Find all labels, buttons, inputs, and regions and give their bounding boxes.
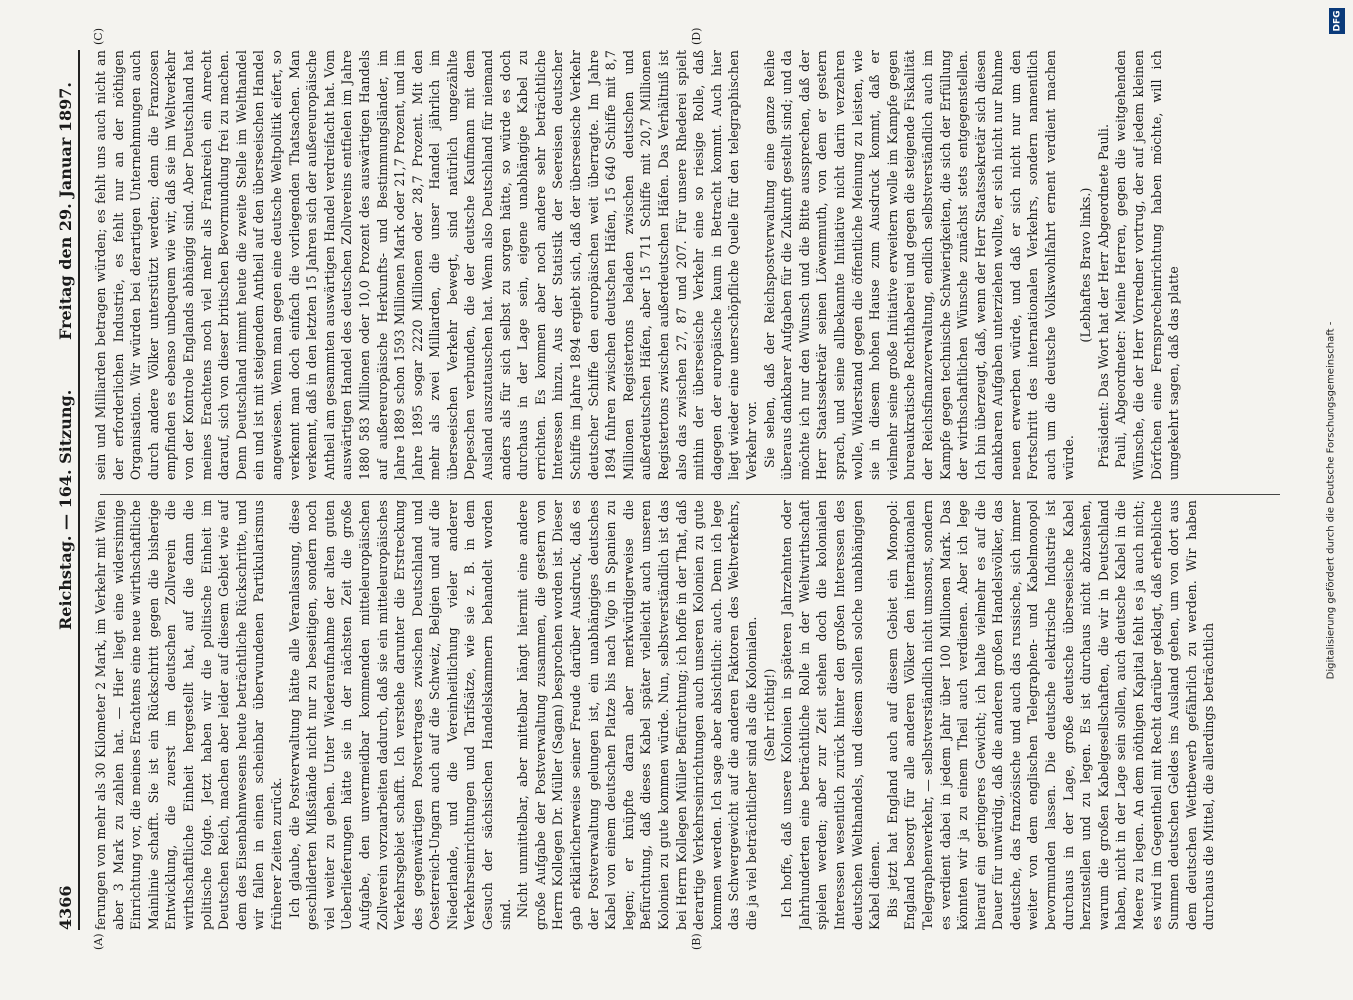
marker-c: (C) [92, 28, 105, 45]
header-rule [78, 50, 80, 930]
interjection: (Lebhaftes Bravo links.) [1078, 187, 1094, 343]
digitization-note [1313, 8, 1349, 992]
paragraph: Ich glaube, die Postverwaltung hätte alle Veranlassung, diese geschilderten Mißstände nicht nur zu beseitigen, sondern noch viel weiter zu gehen. Unter Wiederaufnahme der alten guten Ueberlieferungen hätte sie in der nächsten Zeit die große Aufgabe, den unvermeidbar kommenden mitteleuropäischen Zollverein vorzuarbeiten dadurch, daß sie ein mitteleuropäisches Verkehrsgebiet schafft. Ich verstehe darunter die Erstreckung des gegenwärtigen Postvertrages zwischen Deutschland und Oesterreich-Ungarn auch auf die Schweiz, Belgien und auf die Niederlande, und die Vereinheitlichung vieler anderer Verkehrseinrichtungen und Tarifsätze, wie sie z. B. in dem Gesuch der sächsischen Handelskammern behandelt worden sind. [286, 500, 513, 930]
right-column [92, 50, 1262, 480]
paragraph: Nicht unmittelbar, aber mittelbar hängt hiermit eine andere große Aufgabe der Postverwaltung zusammen, die gestern von Herrn Kollegen Dr. Müller (Sagan) besprochen worden ist. Dieser gab erklärlicherweise seiner Freude darüber Ausdruck, daß es der Postverwaltung gelungen ist, ein unabhängiges deutsches Kabel von einem deutschen Platze bis nach Vigo in Spanien zu legen; er knüpfte daran aber merkwürdigerweise die Befürchtung, daß dieses Kabel später vielleicht auch unseren Kolonien zu gute kommen würde. Nun, selbstverständlich ist das bei Herrn Kollegen Müller Befürchtung; ich hoffe in der That, daß derartige Verkehrseinrichtungen auch unseren Kolonien zu gute kommen werden. Ich sage aber absichtlich: auch. Denn ich lege das Schwergewicht auf die anderen Faktoren des Weltverkehrs, die ja viel beträchtlicher sind als die Kolonialen. [515, 500, 759, 930]
session-title: Reichstag. — 164. Sitzung. [56, 389, 75, 630]
digitization-note-text: Digitalisierung gefördert durch die Deutsche Forschungsgemeinschaft - [1325, 321, 1337, 679]
paragraph: Bis jetzt hat England auch auf diesem Gebiet ein Monopol: England besorgt für alle anderen Völker den internationalen Telegraphenverkehr, — selbstverständlich nicht umsonst, sondern es verdient dabei in jedem Jahr über 100 Millionen Mark. Das könnten wir ja zu einem Theil auch verdienen. Aber ich lege hierauf ein geringeres Gewicht; ich halte vielmehr es auf die Dauer für unwürdig, daß die anderen großen Handelsvölker, das deutsche, das französische und auch das russische, sich immer weiter von dem englischen Telegraphen- und Kabelmonopol bevormunden lassen. Die deutsche elektrische Industrie ist durchaus in der Lage, große deutsche überseeische Kabel herzustellen und zu legen. Es ist durchaus nicht abzusehen, warum die großen Kabelgesellschaften, die wir in Deutschland haben, nicht in der Lage sein sollen, auch deutsche Kabel in die Meere zu legen. An dem nöthigen Kapital fehlt es ja auch nicht; es wird im Gegentheil mit Recht darüber geklagt, daß erhebliche Summen deutschen Geldes ins Ausland gehen, um von dort aus dem deutschen Wettbewerb gefährlich zu werden. Wir haben durchaus die Mittel, die allerdings beträchtlich [884, 500, 1217, 930]
column-rule [100, 494, 1280, 495]
paragraph: Sie sehen, daß der Reichspostverwaltung eine ganze Reihe überaus dankbarer Aufgaben für die Zukunft gestellt sind; und da möchte ich nur den Wunsch und die Bitte aussprechen, daß der Herr Staatssekretär seinen Löwenmuth, von dem er gestern sprach, und seine allbekannte Initiative nicht darin verzehren wolle, Widerstand gegen die öffentliche Meinung zu leisten, wie sie in diesem hohen Hause zum Ausdruck kommt, daß er vielmehr seine große Initiative erweitern wolle im Kampfe gegen bureaukratische Rechthaberei und gegen die steigende Fiskalität der Reichsfinanzverwaltung, endlich selbstverständlich auch im Kampfe gegen technische Schwierigkeiten, die sich der Erfüllung der wirthschaftlichen Wünsche zunächst stets entgegenstellen. Ich bin überzeugt, daß, wenn der Herr Staatssekretär sich diesen dankbaren Aufgaben unterziehen wollte, er sich nicht nur Ruhme neuen erwerben würde, und daß er sich nicht nur um den Fortschritt des internationalen Verkehrs, sondern namentlich auch um die deutsche Volkswohlfahrt ernent verdient machen würde. [761, 50, 1076, 480]
marker-a: (A) [92, 933, 105, 950]
paragraph: Pauli, Abgeordneter: Meine Herren, gegen die weitgehenden Wünsche, die der Herr Vorredner vortrug, der auf jedem kleinen Dörfchen eine Fernsprecheinrichtung haben möchte, will ich umgekehrt sagen, daß das platte [1113, 50, 1182, 480]
left-column [92, 500, 1262, 930]
interjection: (Sehr richtig!) [761, 668, 777, 762]
marker-d: (D) [690, 27, 703, 45]
page-number: 4366 [56, 885, 75, 930]
paragraph: Präsident: Das Wort hat der Herr Abgeordnete Pauli. [1095, 123, 1111, 468]
dfg-logo-text: DFG [1332, 10, 1343, 32]
session-date: Freitag den 29. Januar 1897. [56, 82, 75, 340]
paragraph: sein und Milliarden betragen würden; es fehlt uns auch nicht an der erforderlichen Industrie, es fehlt nur an der nöthigen Organisation. Wir würden bei derartigen Unternehmungen auch durch andere Völker unterstützt werden; denn die Franzosen empfinden es ebenso unbequem wie wir, daß sie im Weltverkehr von der Kontrole Englands abhängig sind. Aber Deutschland hat meines Erachtens noch viel mehr als Frankreich ein Anrecht darauf, sich von dieser britischen Bevormundung frei zu machen. Denn Deutschland nimmt heute die zweite Stelle im Welthandel ein und ist mit steigendem Antheil auf den überseeischen Handel angewiesen. Wenn man gegen eine deutsche Weltpolitik eifert, so verkennt man doch einfach die vorliegenden Thatsachen. Man verkennt, daß in den letzten 15 Jahren sich der außereuropäische Antheil am gesammten auswärtigen Handel verdreifacht hat. Vom auswärtigen Handel des deutschen Zollvereins entfielen im Jahre 1880 583 Millionen oder 10,0 Prozent des auswärtigen Handels auf außereuropäische Herkunfts- und Bestimmungsländer, im Jahre 1889 schon 1593 Millionen Mark oder 21,7 Prozent, und im Jahre 1895 sogar 2220 Millionen oder 28,7 Prozent. Mit den mehr als zwei Milliarden, die unser Handel jährlich im überseeischen Verkehr bewegt, sind natürlich ungezählte Depeschen verbunden, die der deutsche Kaufmann mit dem Ausland auszutauschen hat. Wenn also Deutschland für niemand anders als für sich selbst zu sorgen hätte, so würde es doch durchaus in der Lage sein, eigene unabhängige Kabel zu errichten. Es kommen aber noch andere sehr beträchtliche Interessen hinzu. Aus der Statistik der Seereisen deutscher Schiffe im Jahre 1894 ergiebt sich, daß der überseeische Verkehr deutscher Schiffe den europäischen weit überragte. Im Jahre 1894 fuhren zwischen deutschen Häfen, 15 640 Schiffe mit 8,7 Millionen Registertons beladen zwischen deutschen und außerdeutschen Häfen, aber 15 711 Schiffe mit 20,7 Millionen Registertons zwischen außerdeutschen Häfen. Das Verhältniß ist also das zwischen 27, 87 und 207. Für unsere Rhederei spielt mithin der überseeische Verkehr eine so riesige Rolle, daß dagegen der europäische kaum in Betracht kommt. Auch hier liegt wieder eine unerschöpfliche Quelle für den telegraphischen Verkehr vor. [93, 50, 759, 480]
paragraph: Ich hoffe, daß unsere Kolonien in späteren Jahrzehnten oder Jahrhunderten eine beträchtliche Rolle in der Weltwirthschaft spielen werden; aber zur Zeit stehen doch die kolonialen Interessen wesentlich zurück hinter den großen Interessen des deutschen Welthandels, und diesem sollen solche unabhängigen Kabel dienen. [779, 500, 883, 930]
paragraph: ferungen von mehr als 30 Kilometer 2 Mark, im Verkehr mit Wien aber 3 Mark zu zahlen hat. — Hier liegt eine widersinnige Einrichtung vor, die meines Erachtens eine neue wirthschaftliche Mainlinie schafft. Sie ist ein Rückschritt gegen die bisherige Entwicklung, die zuerst im deutschen Zollverein die wirthschaftliche Einheit hergestellt hat, auf die dann die politische folgte. Jetzt haben wir die politische Einheit im Deutschen Reich, machen aber leider auf diesem Gebiet wie auf dem des Eisenbahnwesens heute beträchtliche Rückschritte, und wir fallen in einen scheinbar überwundenen Partikularismus früherer Zeiten zurück. [93, 500, 284, 930]
marker-b: (B) [690, 933, 703, 950]
